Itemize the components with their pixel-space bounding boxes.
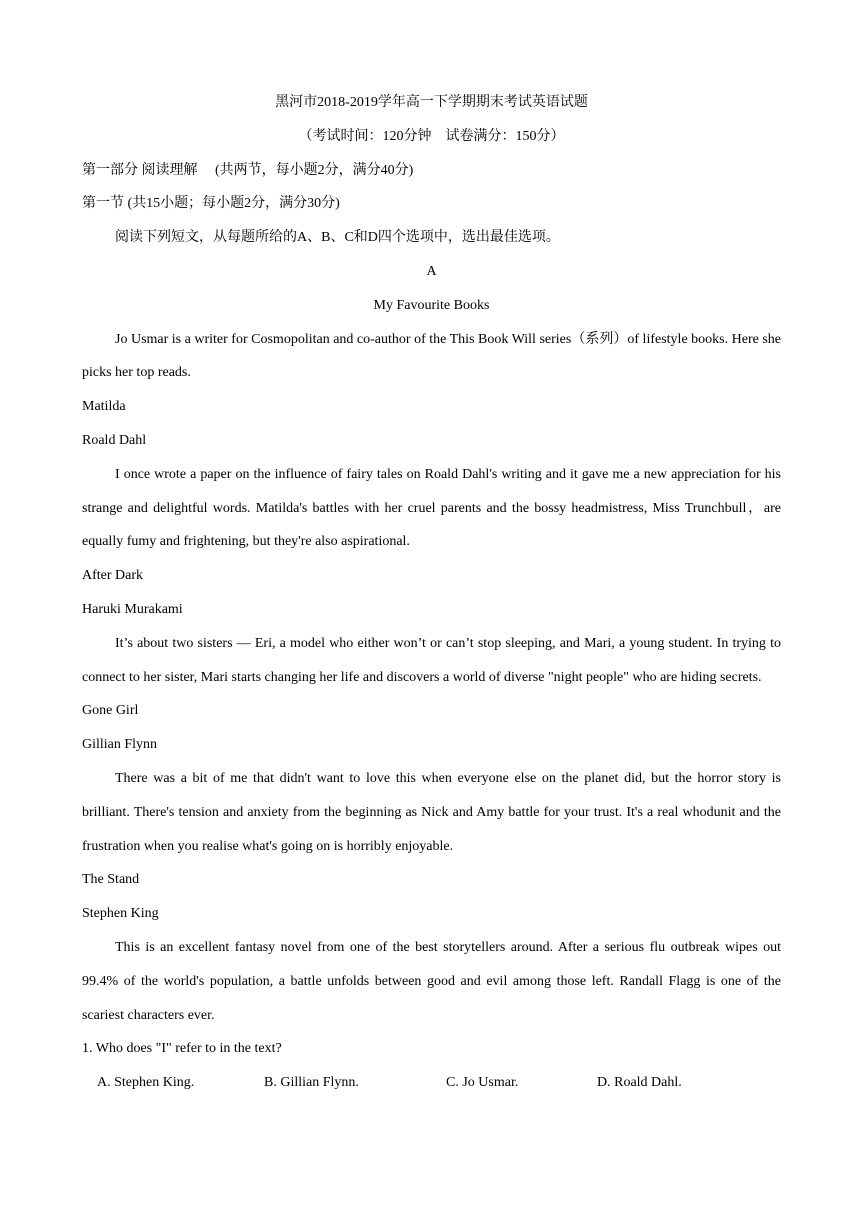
- section-heading: 第一节 (共15小题；每小题2分，满分30分): [82, 196, 340, 212]
- book-entry: [82, 390, 781, 559]
- exam-title: 黑河市2018-2019学年高一下学期期末考试英语试题: [275, 95, 588, 110]
- instruction: 阅读下列短文，从每题所给的A、B、C和D四个选项中，选出最佳选项。: [115, 230, 560, 246]
- book-author: Haruki Murakami: [82, 601, 183, 617]
- book-title: Gone Girl: [82, 703, 139, 719]
- exam-subtitle: （考试时间：120分钟 试卷满分：150分）: [298, 128, 565, 144]
- book-entry: [82, 559, 781, 694]
- passage-letter: A: [426, 263, 437, 279]
- book-title: The Stand: [82, 872, 140, 888]
- book-author: Gillian Flynn: [82, 737, 158, 753]
- option-d: D. Roald Dahl.: [597, 1075, 682, 1091]
- book-title: After Dark: [82, 568, 144, 584]
- option-a: A. Stephen King.: [97, 1075, 195, 1091]
- passage-intro: Jo Usmar is a writer for Cosmopolitan and co-author of the This Book Will series（系列）of lifestyle books. Here she picks her top reads.: [82, 331, 781, 381]
- book-title: Matilda: [82, 399, 126, 415]
- book-review: This is an excellent fantasy novel from one of the best storytellers around. After a serious flu outbreak wipes out 99.4% of the world's population, a battle unfolds between good and evil among those left. Randall Flagg is one of the scariest characters ever.: [82, 939, 781, 1023]
- book-review: There was a bit of me that didn't want to love this when everyone else on the planet did, but the horror story is brilliant. There's tension and anxiety from the beginning as Nick and Amy battle for your trust. It's a real whodunit and the frustration when you realise what's going on is horribly enjoyable.: [82, 770, 781, 854]
- option-b: B. Gillian Flynn.: [264, 1075, 359, 1091]
- book-entry: [82, 694, 781, 863]
- passage-title: My Favourite Books: [373, 297, 490, 313]
- exam-page: [82, 86, 781, 1100]
- question-options: [82, 1066, 781, 1100]
- book-author: Roald Dahl: [82, 432, 147, 448]
- question-text: 1. Who does "I" refer to in the text?: [82, 1041, 282, 1057]
- book-author: Stephen King: [82, 906, 159, 922]
- part-heading: 第一部分 阅读理解 (共两节，每小题2分，满分40分): [82, 162, 414, 178]
- option-c: C. Jo Usmar.: [446, 1075, 519, 1091]
- book-entry: [82, 863, 781, 1032]
- book-review: It’s about two sisters — Eri, a model who either won’t or can’t stop sleeping, and Mari, a young student. In trying to connect to her sister, Mari starts changing her life and discovers a world of diverse "night people" who are hiding secrets.: [82, 635, 781, 685]
- book-review: I once wrote a paper on the influence of fairy tales on Roald Dahl's writing and it gave me a new appreciation for his strange and delightful words. Matilda's battles with her cruel parents and the bossy headmistress, Miss Trunchbull，are equally fumy and frightening, but they're also aspirational.: [82, 466, 781, 550]
